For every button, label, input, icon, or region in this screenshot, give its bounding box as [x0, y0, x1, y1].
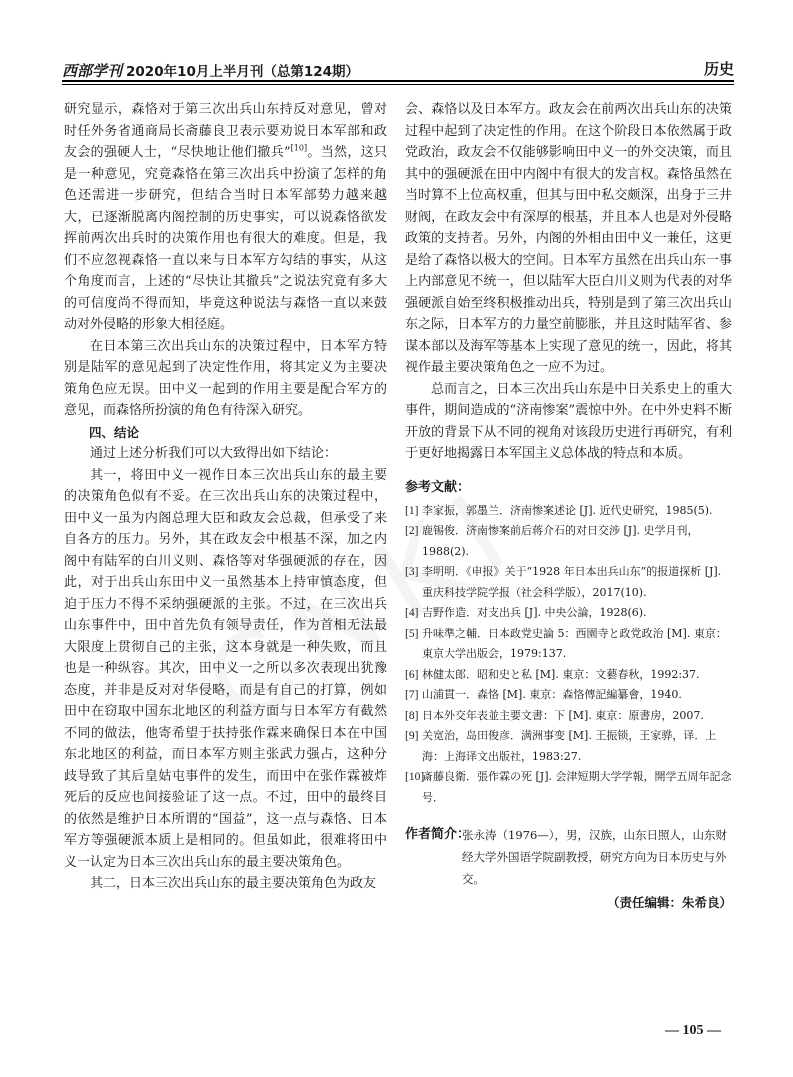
- paragraph: 在日本第三次出兵山东的决策过程中，日本军方特别是陆军的意见起到了决定性作用，将其定义为主要决策角色应无误。田中义一起到的作用主要是配合军方的意见，而森恪所扮演的角色有待深入研究。: [64, 338, 387, 418]
- reference-text: 吉野作造．对支出兵 [J]. 中央公論，1928(6).: [422, 606, 647, 619]
- reference-item: [405, 603, 732, 624]
- right-column: [405, 99, 732, 914]
- reference-number: [4]: [405, 607, 419, 619]
- reference-text: 鹿锡俊．济南惨案前后蒋介石的对日交涉 [J]. 史学月刊，1988(2).: [422, 524, 699, 558]
- reference-item: [405, 767, 732, 808]
- references-title: 参考文献：: [405, 479, 471, 495]
- paragraph: 其二，日本三次出兵山东的最主要决策角色为政友: [90, 876, 377, 891]
- journal-logo: 西部学刊: [62, 62, 123, 80]
- reference-text: 升味準之輔．日本政党史論 5：西園寺と政党政治 [M]. 東京：東京大学出版会，1979:137.: [422, 626, 727, 660]
- section-name: 历史: [703, 60, 734, 78]
- reference-item: [405, 706, 732, 727]
- reference-number: [2]: [405, 525, 419, 537]
- reference-number: [7]: [405, 689, 419, 701]
- reference-item: [405, 501, 732, 522]
- reference-item: [405, 726, 732, 767]
- references-list: [405, 501, 732, 809]
- journal-title: [62, 60, 359, 81]
- reference-text: 李明明．《申报》关于“1928 年日本出兵山东”的报道探析 [J]. 重庆科技学院学报（社会科学版），2017(10).: [422, 565, 722, 599]
- reference-number: [10]: [405, 771, 425, 783]
- responsible-editor: （责任编辑：朱希良）: [606, 895, 732, 910]
- journal-issue: 2020年10月上半月刊（总第124期）: [126, 64, 360, 80]
- reference-item: [405, 562, 732, 603]
- reference-number: [6]: [405, 668, 419, 681]
- reference-text: 关宽治，岛田俊彦．满洲事变 [M]. 王振锁，王家骅，译．上海：上海译文出版社，1983:27.: [422, 729, 717, 763]
- page-number: — 105 —: [665, 1023, 721, 1038]
- author-label: 作者简介：: [405, 827, 471, 842]
- reference-text: 李家振，郭墨兰．济南惨案述论 [J]. 近代史研究，1985(5).: [422, 503, 713, 517]
- reference-text: 日本外交年表並主要文書：下 [M]. 東京：原書房，2007.: [422, 708, 704, 722]
- header-rule-thick: [62, 80, 734, 82]
- reference-number: [3]: [405, 566, 419, 578]
- reference-item: [405, 521, 732, 562]
- reference-number: [1]: [405, 504, 419, 517]
- header-rule-thin: [62, 84, 734, 85]
- paragraph: 研究显示，森恪对于第三次出兵山东持反对意见，曾对时任外务省通商局长斋藤良卫表示要劝说日本军部和政友会的强硬人士，“尽快地让他们撤兵”[10]。当然，这只是一种意见，究竟森恪在第三次出兵中扮演了怎样的角色还需进一步研究，但结合当时日本军部势力越来越大，已逐渐脱离内阁控制的历史事实，可以说森恪欲发挥前两次出兵时的决策作用也有很大的难度。但是，我们不应忽视森恪一直以来与日本军方勾结的事实，从这个角度而言，上述的“尽快让其撤兵”之说法究竟有多大的可信度尚不得而知，毕竟这种说法与森恪一直以来鼓动对外侵略的形象大相径庭。: [64, 102, 387, 332]
- section-heading: 四、结论: [89, 424, 140, 440]
- author-text: 张永涛（1976—），男，汉族，山东日照人，山东财经大学外国语学院副教授，研究方向为日本历史与外交。: [462, 828, 728, 886]
- reference-text: 林健太郎．昭和史と私 [M]. 東京：文藝春秋，1992:37.: [422, 667, 700, 681]
- reference-text: 山浦貫一．森恪 [M]. 東京：森恪傳記編纂會，1940.: [422, 688, 682, 701]
- reference-item: [405, 685, 732, 706]
- paragraph: 其一，将田中义一视作日本三次出兵山东的最主要的决策角色似有不妥。在三次出兵山东的决策过程中，田中义一虽为内阁总理大臣和政友会总裁，但承受了来自各方的压力。另外，其在政友会中根基不深，加之内阁中有陆军的白川义则、森恪等对华强硬派的存在，因此，对于出兵山东田中义一虽然基本上持审慎态度，但迫于压力不得不采纳强硬派的主张。不过，在三次出兵山东事件中，田中首先负有领导责任，作为首相无法最大限度上贯彻自己的主张，这本身就是一种失败，而且也是一种纵容。其次，田中义一之所以多次表现出犹豫态度，并非是反对对华侵略，而是有自己的打算，例如田中在窃取中国东北地区的利益方面与日本军方有截然不同的做法，他寄希望于扶持张作霖来确保日本在中国东北地区的利益，而日本军方则主张武力强占，这种分歧导致了其后皇姑屯事件的发生，而田中在张作霖被炸死后的反应也间接验证了这一点。不过，田中的最终目的依然是维护日本所谓的“国益”，这一点与森恪、日本军方等强硬派本质上是相同的。但虽如此，很难将田中义一认定为日本三次出兵山东的最主要决策角色。: [64, 467, 387, 870]
- author-bio: [405, 824, 732, 890]
- reference-number: [9]: [405, 730, 419, 742]
- paragraph: 会、森恪以及日本军方。政友会在前两次出兵山东的决策过程中起到了决定性的作用。在这个阶段日本依然属于政党政治，政友会不仅能够影响田中义一的外交决策，而且其中的强硬派在田中内阁中有很大的发言权。森恪虽然在当时算不上位高权重，但其与田中私交颇深，出身于三井财阀，在政友会中有深厚的根基，并且本人也是对外侵略政策的支持者。另外，内阁的外相由田中义一兼任，这更是给了森恪以极大的空间。日本军方虽然在出兵山东一事上内部意见不统一，但以陆军大臣白川义则为代表的对华强硬派自始至终积极推动出兵，特别是到了第三次出兵山东之际，日本军方的力量空前膨胀，并且这时陆军省、参谋本部以及海军等基本上实现了意见的统一，因此，将其视作最主要决策角色之一应不为过。: [405, 102, 732, 375]
- reference-item: [405, 665, 732, 686]
- reference-item: [405, 624, 732, 665]
- reference-number: [5]: [405, 627, 419, 640]
- page-header: [62, 58, 734, 80]
- reference-text: 斎藤良衛．張作霖の死 [J]. 会津短期大学学報，開学五周年記念号．: [422, 770, 732, 804]
- paragraph: 总而言之，日本三次出兵山东是中日关系史上的重大事件，期间造成的“济南惨案”震惊中外。在中外史料不断开放的背景下从不同的视角对该段历史进行再研究，有利于更好地揭露日本军国主义总体战的特点和本质。: [405, 381, 732, 461]
- citation-marker: [10]: [290, 143, 308, 153]
- paragraph: 通过上述分析我们可以大致得出如下结论：: [90, 446, 338, 461]
- reference-number: [8]: [405, 709, 419, 722]
- left-column: [64, 99, 387, 895]
